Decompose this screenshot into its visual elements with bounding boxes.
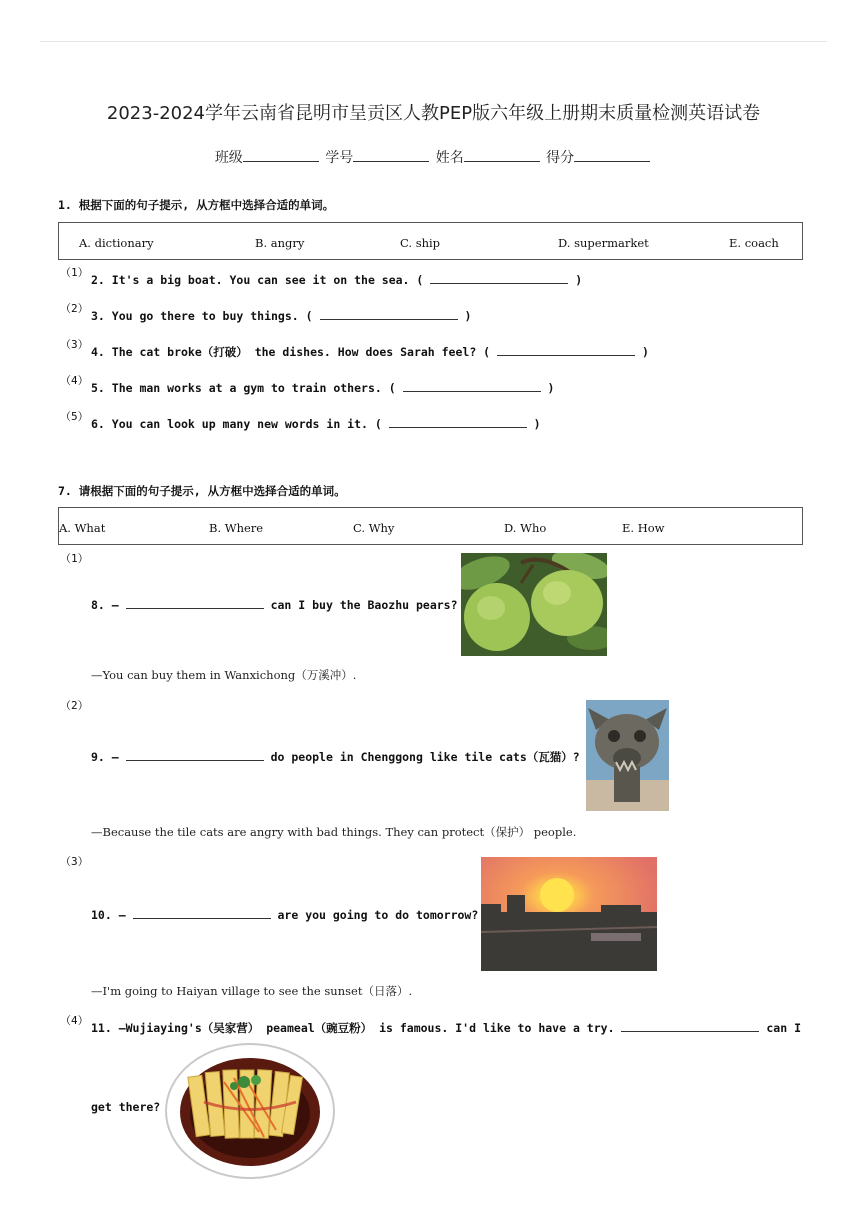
- q1-sub-2-text: 3. You go there to buy things. (: [91, 309, 313, 323]
- q7-option-d: D. Who: [504, 521, 547, 535]
- q1-sub-2-blank[interactable]: [320, 307, 458, 320]
- q1-sub-num-2: （2）: [60, 302, 89, 315]
- q1-sub-3-close: ): [641, 345, 649, 359]
- q1-sub-num-3: （3）: [60, 338, 89, 351]
- q1-sub-1: [91, 271, 582, 287]
- field-score-label: 得分: [546, 150, 575, 166]
- q1-option-c: C. ship: [400, 236, 441, 250]
- q7-option-a: A. What: [59, 521, 106, 535]
- q7-sub-2-rest: do people in Chenggong like tile cats（瓦猫）?: [270, 750, 580, 764]
- q1-sub-4-text: 5. The man works at a gym to train others. (: [91, 381, 396, 395]
- q1-sub-num-4: （4）: [60, 374, 89, 387]
- q7-sub-1-text: 8. —: [91, 598, 119, 612]
- q1-option-b: B. angry: [255, 236, 305, 250]
- student-info-row: [0, 147, 867, 167]
- field-id-label: 学号: [325, 150, 354, 166]
- q1-sub-1-blank[interactable]: [430, 271, 568, 284]
- q1-word-box: [58, 222, 803, 260]
- q1-sub-4-close: ): [547, 381, 555, 395]
- q7-sub-3-blank[interactable]: [133, 906, 271, 919]
- field-name-blank[interactable]: [464, 147, 540, 162]
- field-score-blank[interactable]: [574, 147, 650, 162]
- peameal-dish-image: [164, 1042, 336, 1180]
- q1-sub-1-close: ): [575, 273, 583, 287]
- q7-sub-num-4: （4）: [60, 1014, 89, 1027]
- q7-prompt: 7. 请根据下面的句子提示, 从方框中选择合适的单词。: [58, 484, 346, 498]
- q1-prompt: 1. 根据下面的句子提示, 从方框中选择合适的单词。: [58, 198, 335, 212]
- q1-sub-2: [91, 307, 471, 323]
- q1-sub-num-1: （1）: [60, 266, 89, 279]
- q1-sub-5-text: 6. You can look up many new words in it. (: [91, 417, 382, 431]
- tile-cat-statue-image: [586, 700, 669, 811]
- q1-sub-4: [91, 379, 554, 395]
- q7-sub-4: [91, 1019, 801, 1036]
- field-class-label: 班级: [214, 150, 243, 166]
- q7-sub-1: [91, 596, 458, 612]
- q1-sub-5-close: ): [533, 417, 541, 431]
- q1-sub-5: [91, 415, 541, 431]
- q7-sub-3-rest: are you going to do tomorrow?: [277, 908, 479, 922]
- q7-sub-1-blank[interactable]: [126, 596, 264, 609]
- q7-sub-1-rest: can I buy the Baozhu pears?: [270, 598, 458, 612]
- page-title: 2023-2024学年云南省昆明市呈贡区人教PEP版六年级上册期末质量检测英语试卷: [106, 103, 761, 124]
- q1-option-e: E. coach: [729, 236, 779, 250]
- green-pears-image: [461, 553, 607, 656]
- q7-sub-4-line2: get there?: [91, 1100, 161, 1114]
- q7-sub-4-blank[interactable]: [621, 1019, 759, 1032]
- q7-sub-3-text: 10. —: [91, 908, 126, 922]
- q1-sub-1-text: 2. It's a big boat. You can see it on the sea. (: [91, 273, 424, 287]
- q7-option-c: C. Why: [353, 521, 395, 535]
- q1-option-d: D. supermarket: [558, 236, 649, 250]
- q7-sub-3: [91, 906, 478, 922]
- q7-word-box: [58, 507, 803, 545]
- q1-sub-3-text: 4. The cat broke（打破） the dishes. How does Sarah feel? (: [91, 345, 491, 359]
- q1-sub-3-blank[interactable]: [497, 343, 635, 356]
- top-divider: [40, 41, 827, 42]
- q7-option-e: E. How: [622, 521, 665, 535]
- q7-sub-3-answer: —I'm going to Haiyan village to see the sunset（日落）.: [91, 984, 413, 998]
- q7-option-b: B. Where: [209, 521, 264, 535]
- q7-sub-num-3: （3）: [60, 855, 89, 868]
- q7-sub-2-text: 9. —: [91, 750, 119, 764]
- q7-sub-num-2: （2）: [60, 699, 89, 712]
- q7-sub-2: [91, 748, 580, 765]
- q1-sub-4-blank[interactable]: [403, 379, 541, 392]
- q7-sub-4-rest: can I: [766, 1021, 801, 1035]
- sunset-image: [481, 857, 657, 971]
- q1-option-a: A. dictionary: [79, 236, 154, 250]
- field-id-blank[interactable]: [353, 147, 429, 162]
- field-class-blank[interactable]: [243, 147, 319, 162]
- q7-sub-4-text: 11. —Wujiaying's（吴家营） peameal（豌豆粉） is famous. I'd like to have a try.: [91, 1021, 615, 1035]
- q7-sub-2-blank[interactable]: [126, 748, 264, 761]
- field-name-label: 姓名: [435, 150, 464, 166]
- q7-sub-2-answer: —Because the tile cats are angry with bad things. They can protect（保护） people.: [91, 825, 577, 839]
- q1-sub-5-blank[interactable]: [389, 415, 527, 428]
- q1-sub-2-close: ): [464, 309, 472, 323]
- q1-sub-num-5: （5）: [60, 410, 89, 423]
- q7-sub-1-answer: —You can buy them in Wanxichong（万溪冲）.: [91, 668, 357, 682]
- q7-sub-num-1: （1）: [60, 552, 89, 565]
- q1-sub-3: [91, 343, 649, 360]
